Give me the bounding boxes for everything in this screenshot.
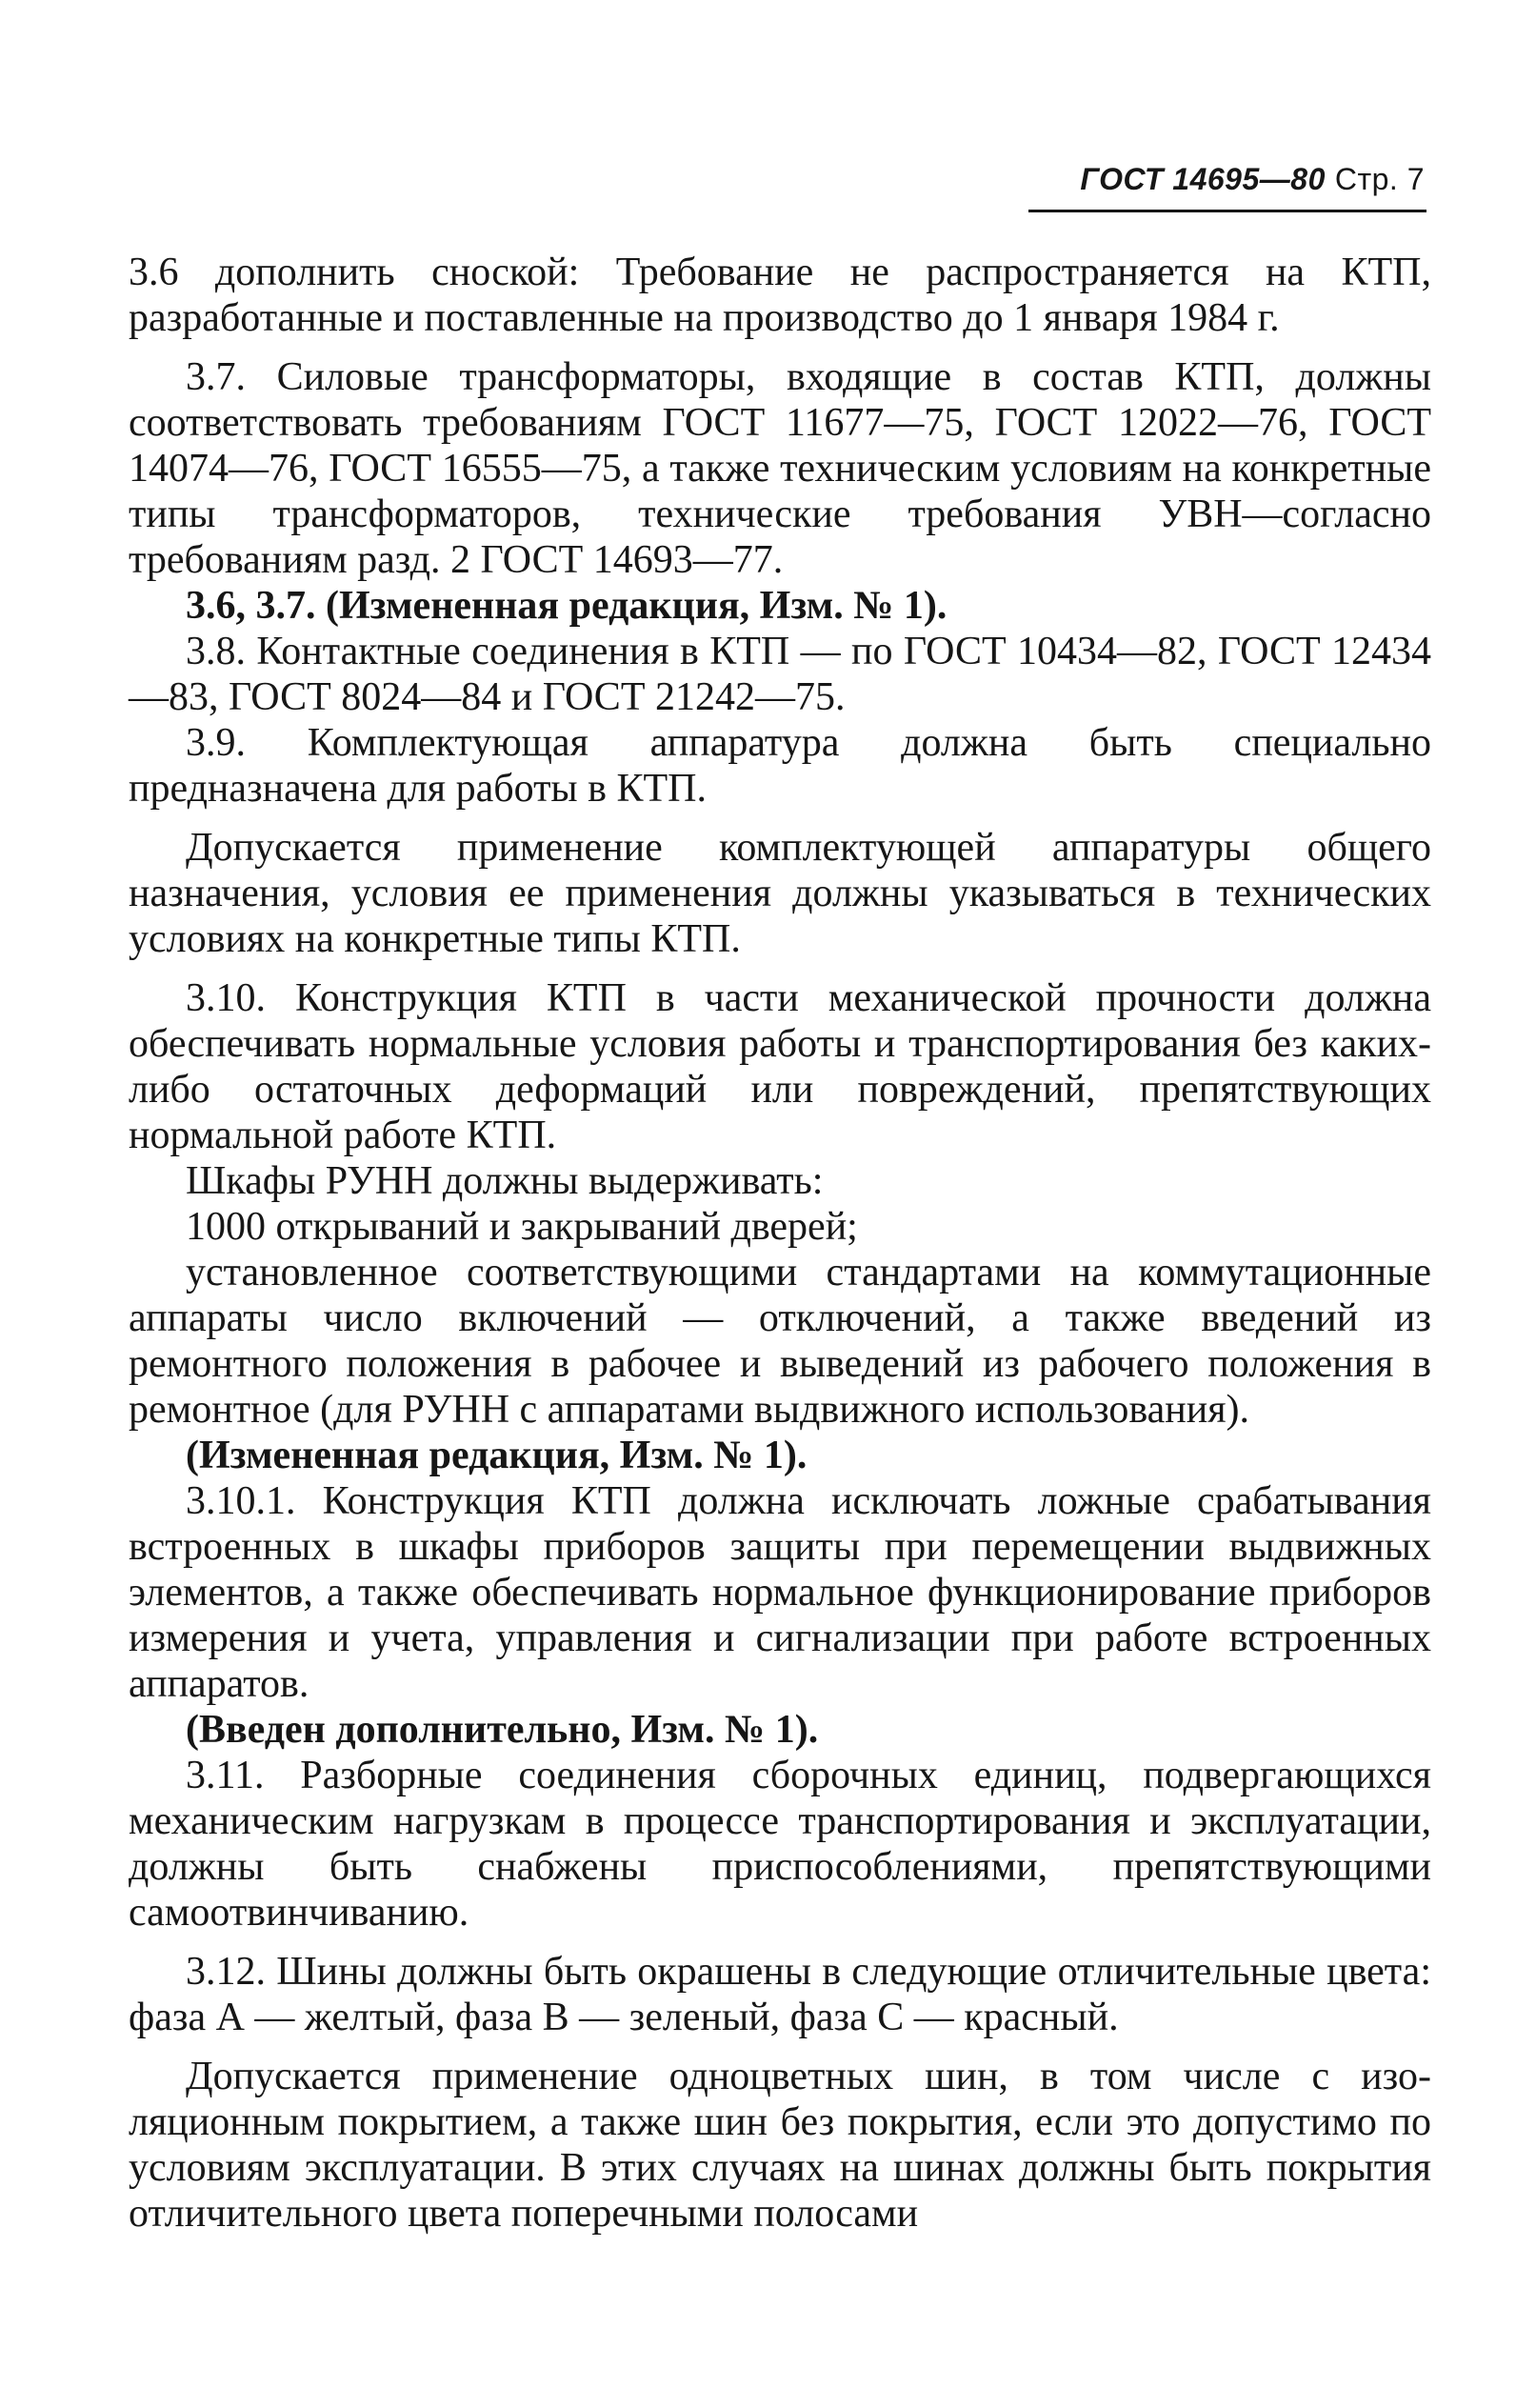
paragraph-doors: 1000 открываний и закрываний дверей; [186,1205,858,1249]
paragraph-switching: установленное соответствующими стандартами на коммутационные аппараты число включений — отключений, а также введений из ремонтного положения в рабочее и выведений из рабочего положения в ремонтное (для РУНН с аппаратами выдвижного использования). [129,1251,1431,1432]
paragraph-3-10: 3.10. Конструкция КТП в части механической прочности должна обеспечивать нормальные условия работы и транспортирования без каких-либо остаточных деформаций или повреждений, препятствующих нормальной работе КТП. [129,976,1431,1157]
page-header [1080,160,1425,198]
paragraph-3-9-allowance: Допускается применение комплектующей аппаратуры общего назначения, условия ее применения должны указываться в технических условиях на конкретные типы КТП. [129,826,1431,961]
amendment-note-3-10-1: (Введен дополнительно, Изм. № 1). [186,1708,819,1752]
page-number: Стр. 7 [1334,162,1425,196]
paragraph-3-12: 3.12. Шины должны быть окрашены в следующие отличительные цвета: фаза А — желтый, фаза В — зеленый, фаза С — красный. [129,1950,1431,2039]
paragraph-3-8: 3.8. Контактные соединения в КТП — по ГОСТ 10434—82, ГОСТ 12434—83, ГОСТ 8024—84 и ГОСТ 21242—75. [129,630,1431,719]
paragraph-3-6-footnote: 3.6 дополнить сноской: Требование не распространяется на КТП, разработанные и поставленные на производство до 1 января 1984 г. [129,251,1431,340]
paragraph-3-7: 3.7. Силовые трансформаторы, входящие в состав КТП, должны соответствовать требованиям ГОСТ 11677—75, ГОСТ 12022—76, ГОСТ 14074—76, ГОСТ 16555—75, а также техническим условиям на конкретные типы трансформаторов, технические требования УВН—согласно требованиям разд. 2 ГОСТ 14693—77. [129,355,1431,582]
paragraph-3-11: 3.11. Разборные соединения сборочных единиц, подвергающихся механическим нагрузкам в процессе транспортирования и эксплуатации, должны быть снабжены приспособлениями, препятствующими самоотвинчиванию. [129,1754,1431,1935]
amendment-note-3-10: (Измененная редакция, Изм. № 1). [186,1434,808,1477]
paragraph-3-9: 3.9. Комплектующая аппаратура должна быть специально предназначена для работы в КТП. [129,721,1431,811]
standard-number: ГОСТ 14695—80 [1080,162,1326,196]
header-rule [1028,210,1426,212]
paragraph-3-10-1: 3.10.1. Конструкция КТП должна исключать ложные срабатывания встроенных в шкафы приборов защиты при перемещении выдвижных элементов, а также обеспечивать нормальное функционирование приборов измерения и учета, управления и сигнализации при работе встроенных аппаратов. [129,1479,1431,1706]
paragraph-3-12-allowance: Допускается применение одноцветных шин, в том числе с изоляционным покрытием, а также шин без покрытия, если это допустимо по условиям эксплуатации. В этих случаях на шинах должны быть покрытия отличительного цвета поперечными полосами [129,2055,1431,2236]
paragraph-cabinets-intro: Шкафы РУНН должны выдерживать: [186,1159,824,1203]
document-body [129,250,1431,2237]
amendment-note-3-6-3-7: 3.6, 3.7. (Измененная редакция, Изм. № 1). [186,584,948,628]
